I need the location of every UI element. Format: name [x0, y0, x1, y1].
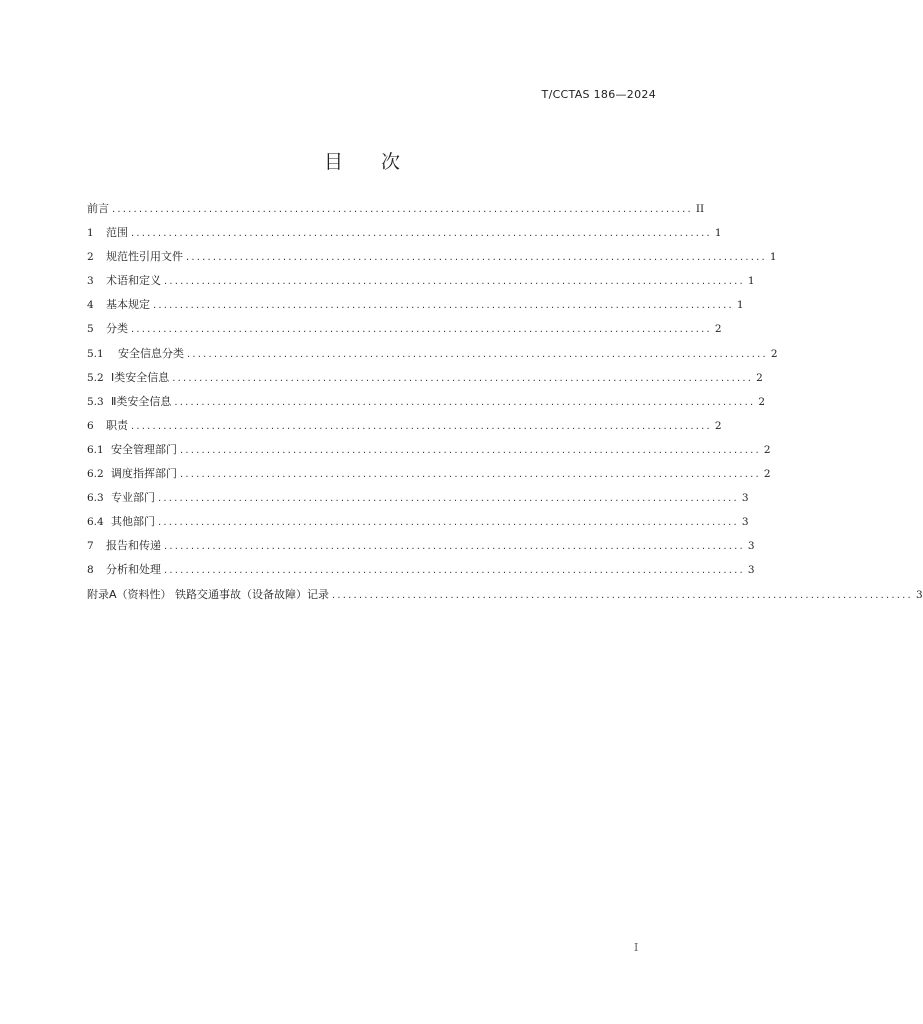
toc-leader-dots: ............................................................................................................	[131, 324, 712, 336]
toc-leader-dots: ............................................................................................................	[174, 396, 756, 408]
toc-leader-dots: ............................................................................................................	[180, 444, 761, 456]
toc-entry-6-2[interactable]	[87, 464, 771, 488]
toc-entry-label: 其他部门	[111, 515, 155, 529]
toc-entry-7[interactable]	[87, 536, 755, 560]
toc-entry-number: 5.1	[87, 347, 104, 360]
document-code: T/CCTAS 186—2024	[541, 88, 656, 101]
toc-entry-page: II	[695, 203, 705, 215]
title-char-1: 目	[323, 151, 343, 173]
toc-entry-5-1[interactable]	[87, 344, 778, 368]
toc-entry-5-3[interactable]	[87, 392, 766, 416]
toc-entry-number: 6.1	[87, 443, 104, 456]
toc-entry-label: 报告和传递	[106, 539, 161, 553]
toc-entry-label: Ⅰ类安全信息	[111, 370, 170, 384]
toc-entry-6-1[interactable]	[87, 440, 771, 464]
toc-entry-label: 专业部门	[111, 491, 155, 505]
toc-entry-label: 职责	[106, 418, 128, 432]
toc-entry-page: 1	[769, 251, 777, 264]
toc-entry-5-2[interactable]	[87, 368, 763, 392]
toc-entry-number: 3	[87, 275, 94, 288]
toc-leader-dots: ............................................................................................................	[131, 420, 712, 432]
toc-entry-page: 1	[747, 275, 755, 288]
toc-entry-number: 1	[87, 227, 94, 240]
toc-entry-number: 5.3	[87, 395, 104, 408]
toc-entry-page: 3	[741, 516, 749, 529]
toc-leader-dots: ............................................................................................................	[158, 493, 739, 505]
toc-entry-label: 附录A（资料性） 铁路交通事故（设备故障）记录	[87, 587, 330, 601]
toc-entry-preface[interactable]	[87, 199, 705, 223]
toc-entry-number: 6	[87, 419, 94, 432]
toc-leader-dots: ............................................................................................................	[180, 469, 761, 481]
toc-entry-page: 2	[756, 371, 763, 384]
toc-leader-dots: ............................................................................................................	[153, 300, 734, 312]
toc-entry-label: 分析和处理	[106, 563, 161, 577]
table-of-contents	[87, 199, 923, 609]
toc-leader-dots: ............................................................................................................	[131, 228, 712, 240]
toc-leader-dots: ............................................................................................................	[186, 252, 767, 264]
toc-entry-page: 2	[763, 468, 771, 481]
toc-entry-page: 3	[741, 492, 749, 505]
toc-entry-8[interactable]	[87, 560, 755, 584]
toc-entry-number: 2	[87, 251, 94, 264]
toc-entry-label: 分类	[106, 322, 128, 336]
toc-leader-dots: ............................................................................................................	[172, 372, 754, 384]
toc-leader-dots: ............................................................................................................	[332, 589, 913, 601]
toc-entry-1[interactable]	[87, 223, 722, 247]
toc-entry-6-3[interactable]	[87, 488, 749, 512]
toc-leader-dots: ............................................................................................................	[164, 565, 745, 577]
toc-leader-dots: ............................................................................................................	[187, 348, 768, 360]
title-char-2: 次	[381, 151, 401, 173]
page-number: I	[634, 941, 639, 954]
toc-entry-number: 6.4	[87, 516, 104, 529]
toc-entry-page: 3	[747, 540, 755, 553]
toc-entry-label: 术语和定义	[106, 274, 161, 288]
toc-entry-label: 范围	[106, 226, 128, 240]
toc-leader-dots: ............................................................................................................	[112, 204, 693, 215]
toc-entry-6-4[interactable]	[87, 512, 749, 536]
toc-entry-number: 7	[87, 540, 94, 553]
toc-leader-dots: ............................................................................................................	[164, 541, 745, 553]
toc-entry-number: 5	[87, 323, 94, 336]
toc-entry-number: 8	[87, 564, 94, 577]
toc-entry-label: 调度指挥部门	[111, 467, 177, 481]
toc-entry-4[interactable]	[87, 295, 744, 319]
toc-entry-page: 2	[714, 323, 722, 336]
toc-leader-dots: ............................................................................................................	[164, 276, 745, 288]
toc-entry-page: 3	[747, 564, 755, 577]
toc-entry-number: 6.3	[87, 492, 104, 505]
toc-entry-label: 基本规定	[106, 298, 150, 312]
toc-entry-page: 1	[736, 299, 744, 312]
toc-entry-page: 3	[915, 588, 923, 601]
toc-entry-2[interactable]	[87, 247, 777, 271]
toc-entry-page: 2	[758, 395, 766, 408]
toc-entry-6[interactable]	[87, 416, 722, 440]
toc-entry-page: 2	[714, 419, 722, 432]
toc-entry-label: Ⅱ类安全信息	[111, 394, 172, 408]
toc-entry-label: 前言	[87, 202, 109, 215]
toc-entry-number: 4	[87, 299, 94, 312]
toc-entry-3[interactable]	[87, 271, 755, 295]
toc-entry-label: 规范性引用文件	[106, 250, 183, 264]
toc-leader-dots: ............................................................................................................	[158, 517, 739, 529]
page-title	[0, 147, 724, 174]
toc-entry-label: 安全信息分类	[118, 346, 184, 360]
toc-entry-label: 安全管理部门	[111, 442, 177, 456]
toc-entry-appendix-a[interactable]	[87, 585, 923, 609]
toc-entry-5[interactable]	[87, 319, 722, 343]
toc-entry-number: 6.2	[87, 468, 104, 481]
toc-entry-page: 2	[763, 443, 771, 456]
toc-entry-page: 2	[770, 347, 778, 360]
toc-entry-page: 1	[714, 227, 722, 240]
toc-entry-number: 5.2	[87, 371, 104, 384]
